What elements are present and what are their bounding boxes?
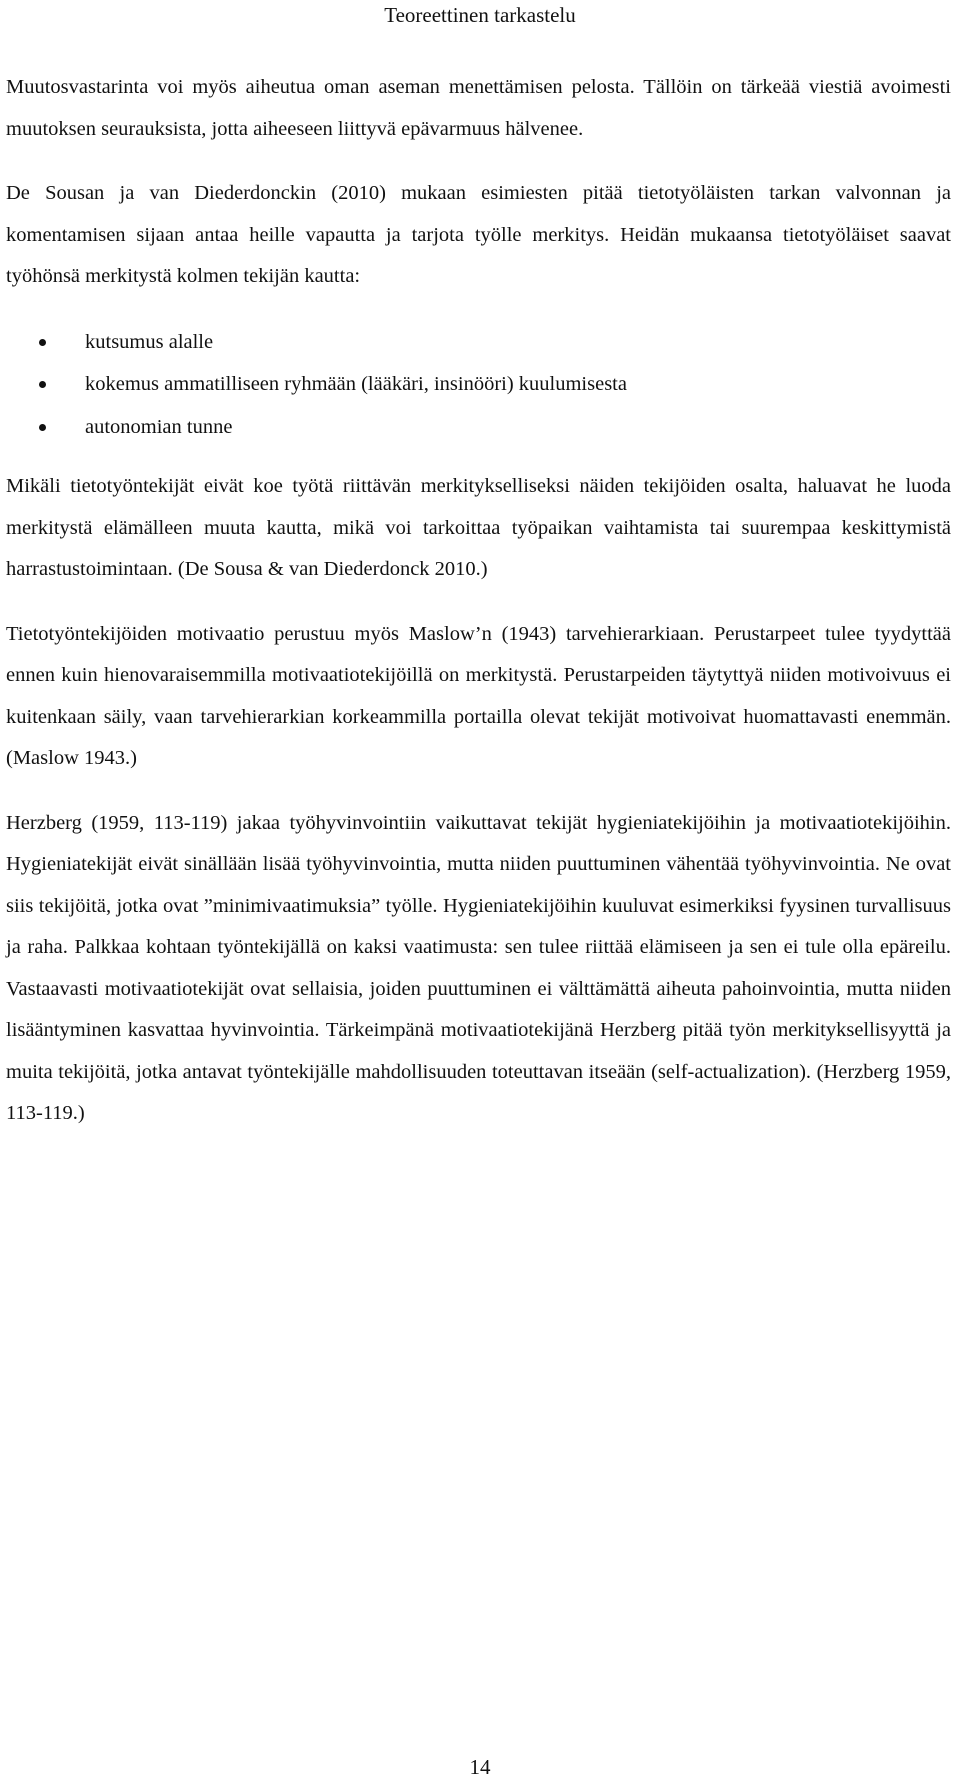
body-text bbox=[6, 67, 951, 1158]
page-number: 14 bbox=[469, 1755, 491, 1779]
paragraph-5: Herzberg (1959, 113-119) jakaa työhyvinvointiin vaikuttavat tekijät hygieniatekijöihin ja motivaatiotekijöihin. Hygieniatekijät eivät sinällään lisää työhyvinvointia, mutta niiden puuttuminen vähentää työhyvinvointia. Ne ovat siis tekijöitä, jotka ovat ”minimivaatimuksia” työlle. Hygieniatekijöihin kuuluvat esimerkiksi fyysinen turvallisuus ja raha. Palkkaa kohtaan työntekijällä on kaksi vaatimusta: sen tulee riittää elämiseen ja sen ei tule olla epäreilu. Vastaavasti motivaatiotekijät ovat sellaisia, joiden puuttuminen ei välttämättä aiheuta pahoinvointia, mutta niiden lisääntyminen kasvattaa hyvinvointia. Tärkeimpänä motivaatiotekijänä Herzberg pitää työn merkityksellisyyttä ja muita tekijöitä, jotka antavat työntekijälle mahdollisuuden toteuttavan itseään (self-actualization). (Herzberg 1959, 113-119.) bbox=[6, 811, 951, 1124]
list-item-text: autonomian tunne bbox=[85, 415, 233, 438]
bullet-icon bbox=[39, 339, 46, 346]
list-item-text: kutsumus alalle bbox=[85, 330, 214, 353]
paragraph-1: Muutosvastarinta voi myös aiheutua oman aseman menettämisen pelosta. Tällöin on tärkeää viestiä avoimesti muutoksen seurauksista, jotta aiheeseen liittyvä epävarmuus hälvenee. bbox=[6, 76, 951, 140]
bullet-icon bbox=[39, 424, 46, 431]
list-item bbox=[6, 321, 951, 364]
list-item-text: kokemus ammatilliseen ryhmään (lääkäri, insinööri) kuulumisesta bbox=[85, 373, 627, 395]
bullet-icon bbox=[39, 381, 46, 388]
list-item bbox=[6, 363, 951, 406]
bullet-list bbox=[6, 321, 951, 449]
paragraph-2: De Sousan ja van Diederdonckin (2010) mukaan esimiesten pitää tietotyöläisten tarkan valvonnan ja komentamisen sijaan antaa heille vapautta ja tarjota työlle merkitys. Heidän mukaansa tietotyöläiset saavat työhönsä merkitystä kolmen tekijän kautta: bbox=[6, 182, 951, 287]
list-item bbox=[6, 406, 951, 449]
paragraph-4: Tietotyöntekijöiden motivaatio perustuu myös Maslow’n (1943) tarvehierarkiaan. Perustarpeet tulee tyydyttää ennen kuin hienovaraisemmilla motivaatiotekijöillä on merkitystä. Perustarpeiden täytyttyä niiden motivoivuus ei kuitenkaan säily, vaan tarvehierarkian korkeammilla portailla olevat tekijät motivoivat huomattavasti enemmän. (Maslow 1943.) bbox=[6, 622, 951, 769]
running-header: Teoreettinen tarkastelu bbox=[384, 3, 576, 27]
paragraph-3: Mikäli tietotyöntekijät eivät koe työtä riittävän merkitykselliseksi näiden tekijöiden osalta, haluavat he luoda merkitystä elämälleen muuta kautta, mikä voi tarkoittaa työpaikan vaihtamista tai suurempaa keskittymistä harrastustoimintaan. (De Sousa & van Diederdonck 2010.) bbox=[6, 475, 951, 580]
